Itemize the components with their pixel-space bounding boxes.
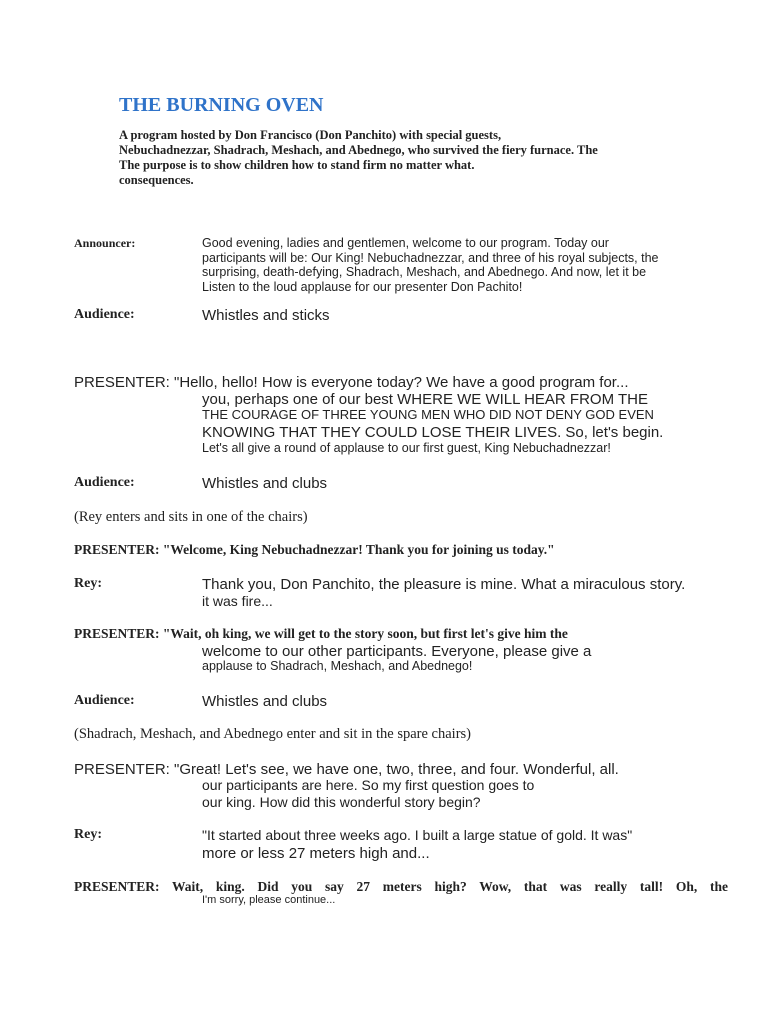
presenter-line: our king. How did this wonderful story begin? bbox=[202, 794, 481, 810]
intro-paragraph bbox=[119, 128, 598, 188]
stage-direction: (Rey enters and sits in one of the chairs) bbox=[74, 509, 308, 525]
speaker-audience: Audience: bbox=[74, 307, 135, 322]
rey-line: it was fire... bbox=[202, 593, 273, 609]
rey-line: more or less 27 meters high and... bbox=[202, 845, 430, 862]
presenter-line: PRESENTER: "Wait, oh king, we will get to the story soon, but first let's give him the bbox=[74, 626, 568, 641]
speaker-rey: Rey: bbox=[74, 576, 102, 591]
rey-line: Thank you, Don Panchito, the pleasure is mine. What a miraculous story. bbox=[202, 576, 686, 593]
speaker-audience: Audience: bbox=[74, 475, 135, 490]
speaker-announcer: Announcer: bbox=[74, 236, 136, 250]
audience-text: Whistles and clubs bbox=[202, 475, 328, 492]
presenter-line: welcome to our other participants. Everyone, please give a bbox=[202, 643, 592, 660]
speaker-audience: Audience: bbox=[74, 693, 135, 708]
presenter-line: you, perhaps one of our best WHERE WE WILL HEAR FROM THE bbox=[202, 391, 648, 408]
intro-line: Nebuchadnezzar, Shadrach, Meshach, and Abednego, who survived the fiery furnace. The bbox=[119, 143, 598, 157]
intro-line: The purpose is to show children how to stand firm no matter what. bbox=[119, 158, 475, 172]
announcer-line: participants will be: Our King! Nebuchadnezzar, and three of his royal subjects, the bbox=[202, 250, 659, 265]
presenter-line: PRESENTER: "Welcome, King Nebuchadnezzar! Thank you for joining us today." bbox=[74, 542, 555, 557]
rey-line: "It started about three weeks ago. I built a large statue of gold. It was" bbox=[202, 827, 633, 843]
audience-text: Whistles and clubs bbox=[202, 693, 328, 710]
presenter-line: PRESENTER: "Hello, hello! How is everyone today? We have a good program for... bbox=[74, 374, 629, 391]
document-title: THE BURNING OVEN bbox=[119, 94, 324, 116]
intro-line: A program hosted by Don Francisco (Don Panchito) with special guests, bbox=[119, 128, 502, 142]
presenter-line: PRESENTER: "Great! Let's see, we have one, two, three, and four. Wonderful, all. bbox=[74, 761, 619, 778]
announcer-line: Listen to the loud applause for our presenter Don Pachito! bbox=[202, 279, 523, 294]
audience-text: Whistles and sticks bbox=[202, 307, 330, 324]
intro-line: consequences. bbox=[119, 173, 194, 187]
presenter-line: THE COURAGE OF THREE YOUNG MEN WHO DID NOT DENY GOD EVEN bbox=[202, 407, 654, 422]
presenter-line: KNOWING THAT THEY COULD LOSE THEIR LIVES. So, let's begin. bbox=[202, 424, 664, 441]
presenter-line: PRESENTER: Wait, king. Did you say 27 meters high? Wow, that was really tall! Oh, the bbox=[74, 879, 728, 894]
presenter-line: our participants are here. So my first question goes to bbox=[202, 777, 535, 793]
stage-direction: (Shadrach, Meshach, and Abednego enter and sit in the spare chairs) bbox=[74, 726, 472, 742]
announcer-text bbox=[202, 236, 659, 294]
presenter-line: applause to Shadrach, Meshach, and Abednego! bbox=[202, 659, 473, 673]
announcer-line: surprising, death-defying, Shadrach, Meshach, and Abednego. And now, let it be bbox=[202, 265, 647, 279]
presenter-line: I'm sorry, please continue... bbox=[202, 894, 336, 906]
announcer-line: Good evening, ladies and gentlemen, welcome to our program. Today our bbox=[202, 236, 609, 250]
speaker-rey: Rey: bbox=[74, 827, 102, 842]
presenter-line: Let's all give a round of applause to our first guest, King Nebuchadnezzar! bbox=[202, 441, 611, 455]
